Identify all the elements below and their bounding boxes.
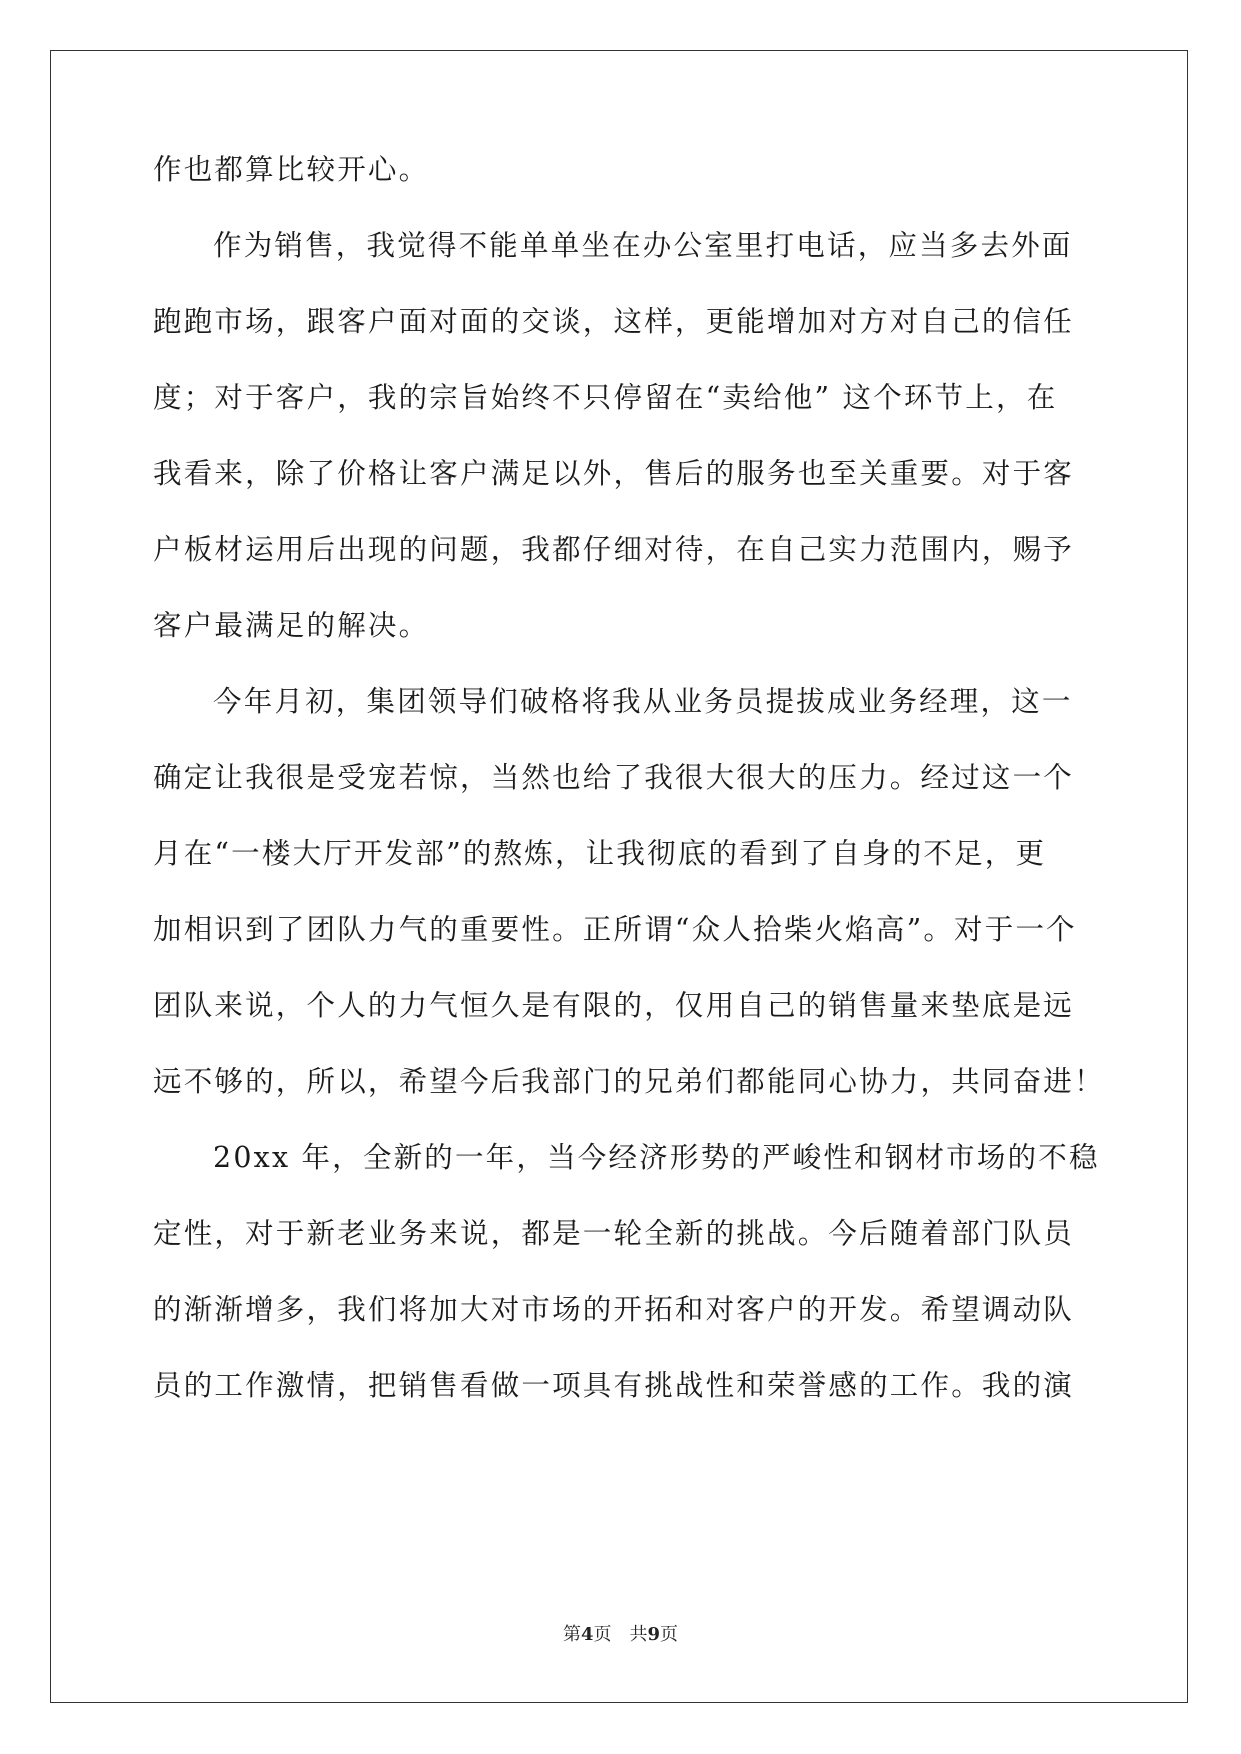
text-line: 远不够的，所以，希望今后我部门的兄弟们都能同心协力，共同奋进！ xyxy=(153,1065,1105,1098)
text-line: 确定让我很是受宠若惊，当然也给了我很大很大的压力。经过这一个 xyxy=(153,761,1075,794)
footer-total-prefix: 共 xyxy=(629,1624,648,1645)
text-line: 跑跑市场，跟客户面对面的交谈，这样，更能增加对方对自己的信任 xyxy=(153,305,1075,338)
text-line: 月在“一楼大厅开发部”的熬炼，让我彻底的看到了自身的不足，更 xyxy=(153,837,1047,870)
text-line: 户板材运用后出现的问题，我都仔细对待，在自己实力范围内，赐予 xyxy=(153,533,1075,566)
text-line: 加相识到了团队力气的重要性。正所谓“众人拾柴火焰高”。对于一个 xyxy=(153,913,1077,946)
current-page-number: 4 xyxy=(580,1624,594,1645)
text-line: 定性，对于新老业务来说，都是一轮全新的挑战。今后随着部门队员 xyxy=(153,1217,1075,1250)
text-line: 作也都算比较开心。 xyxy=(153,153,430,186)
paragraph-first-line: 今年月初，集团领导们破格将我从业务员提拔成业务经理，这一 xyxy=(213,685,1073,718)
text-line: 的渐渐增多，我们将加大对市场的开拓和对客户的开发。希望调动队 xyxy=(153,1293,1075,1326)
page-frame xyxy=(50,50,1188,1703)
total-page-count: 9 xyxy=(647,1624,661,1645)
footer-total-suffix: 页 xyxy=(660,1624,679,1645)
text-line: 我看来，除了价格让客户满足以外，售后的服务也至关重要。对于客 xyxy=(153,457,1075,490)
footer-page-suffix: 页 xyxy=(593,1624,612,1645)
footer-page-prefix: 第 xyxy=(562,1624,581,1645)
paragraph-first-line: 20xx 年，全新的一年，当今经济形势的严峻性和钢材市场的不稳 xyxy=(213,1141,1100,1174)
page-number-footer xyxy=(0,1624,1241,1646)
text-line: 团队来说，个人的力气恒久是有限的，仅用自己的销售量来垫底是远 xyxy=(153,989,1075,1022)
text-line: 员的工作激情，把销售看做一项具有挑战性和荣誉感的工作。我的演 xyxy=(153,1369,1075,1402)
text-line: 度；对于客户，我的宗旨始终不只停留在“卖给他” 这个环节上，在 xyxy=(153,381,1058,414)
paragraph-first-line: 作为销售，我觉得不能单单坐在办公室里打电话，应当多去外面 xyxy=(213,229,1073,262)
text-line: 客户最满足的解决。 xyxy=(153,609,430,642)
